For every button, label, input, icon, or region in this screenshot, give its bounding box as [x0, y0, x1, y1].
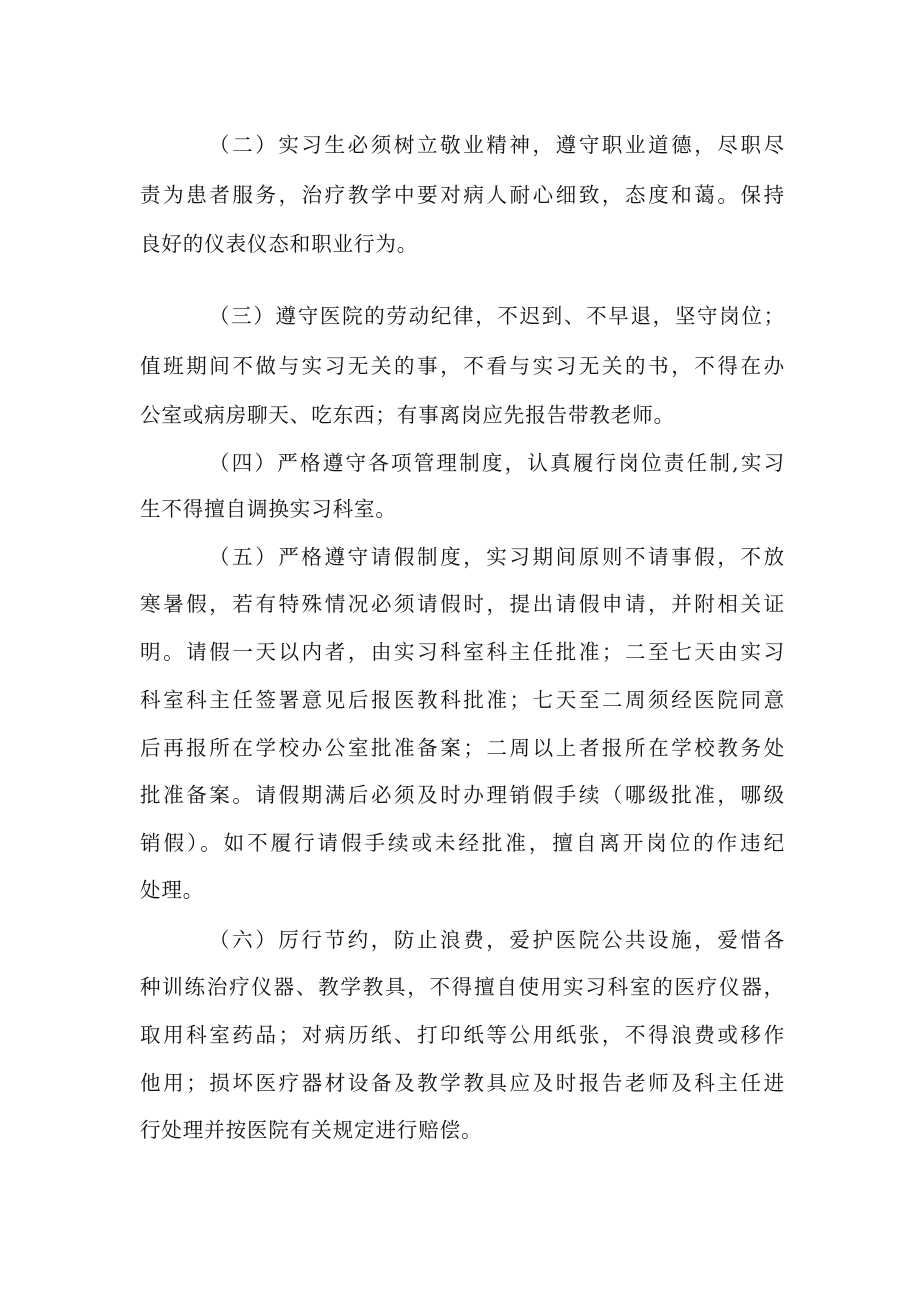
- paragraph-line: 批准备案。请假期满后必须及时办理销假手续（哪级批准，哪级: [140, 783, 785, 807]
- paragraph-line: 处理。: [140, 878, 205, 902]
- paragraph-line: （三）遵守医院的劳动纪律，不迟到、不早退，坚守岗位；: [209, 304, 785, 328]
- paragraph-line: 生不得擅自调换实习科室。: [140, 497, 397, 521]
- paragraph-line: （五）严格遵守请假制度，实习期间原则不请事假，不放: [209, 545, 785, 569]
- paragraph-line: 行处理并按医院有关规定进行赔偿。: [140, 1118, 483, 1142]
- paragraph-line: 良好的仪表仪态和职业行为。: [140, 232, 419, 256]
- paragraph-line: 种训练治疗仪器、教学教具，不得擅自使用实习科室的医疗仪器，: [140, 975, 785, 999]
- paragraph-line: 他用；损坏医疗器材设备及教学教具应及时报告老师及科主任进: [140, 1071, 785, 1095]
- paragraph-line: 寒暑假，若有特殊情况必须请假时，提出请假申请，并附相关证: [140, 592, 785, 616]
- paragraph-line: 销假）。如不履行请假手续或未经批准，擅自离开岗位的作违纪: [140, 831, 785, 855]
- paragraph-line: （四）严格遵守各项管理制度，认真履行岗位责任制,实习: [209, 451, 785, 475]
- paragraph-line: 取用科室药品；对病历纸、打印纸等公用纸张，不得浪费或移作: [140, 1023, 785, 1047]
- paragraph-line: 后再报所在学校办公室批准备案；二周以上者报所在学校教务处: [140, 736, 785, 760]
- paragraph-line: 明。请假一天以内者，由实习科室科主任批准；二至七天由实习: [140, 640, 785, 664]
- paragraph-line: （六）厉行节约，防止浪费，爱护医院公共设施，爱惜各: [209, 928, 785, 952]
- paragraph-line: 责为患者服务，治疗教学中要对病人耐心细致，态度和蔼。保持: [140, 183, 785, 207]
- paragraph-line: 公室或病房聊天、吃东西；有事离岗应先报告带教老师。: [140, 403, 675, 427]
- paragraph-line: （二）实习生必须树立敬业精神，遵守职业道德，尽职尽: [209, 133, 785, 157]
- paragraph-line: 科室科主任签署意见后报医教科批准；七天至二周须经医院同意: [140, 688, 785, 712]
- paragraph-line: 值班期间不做与实习无关的事，不看与实习无关的书，不得在办: [140, 354, 785, 378]
